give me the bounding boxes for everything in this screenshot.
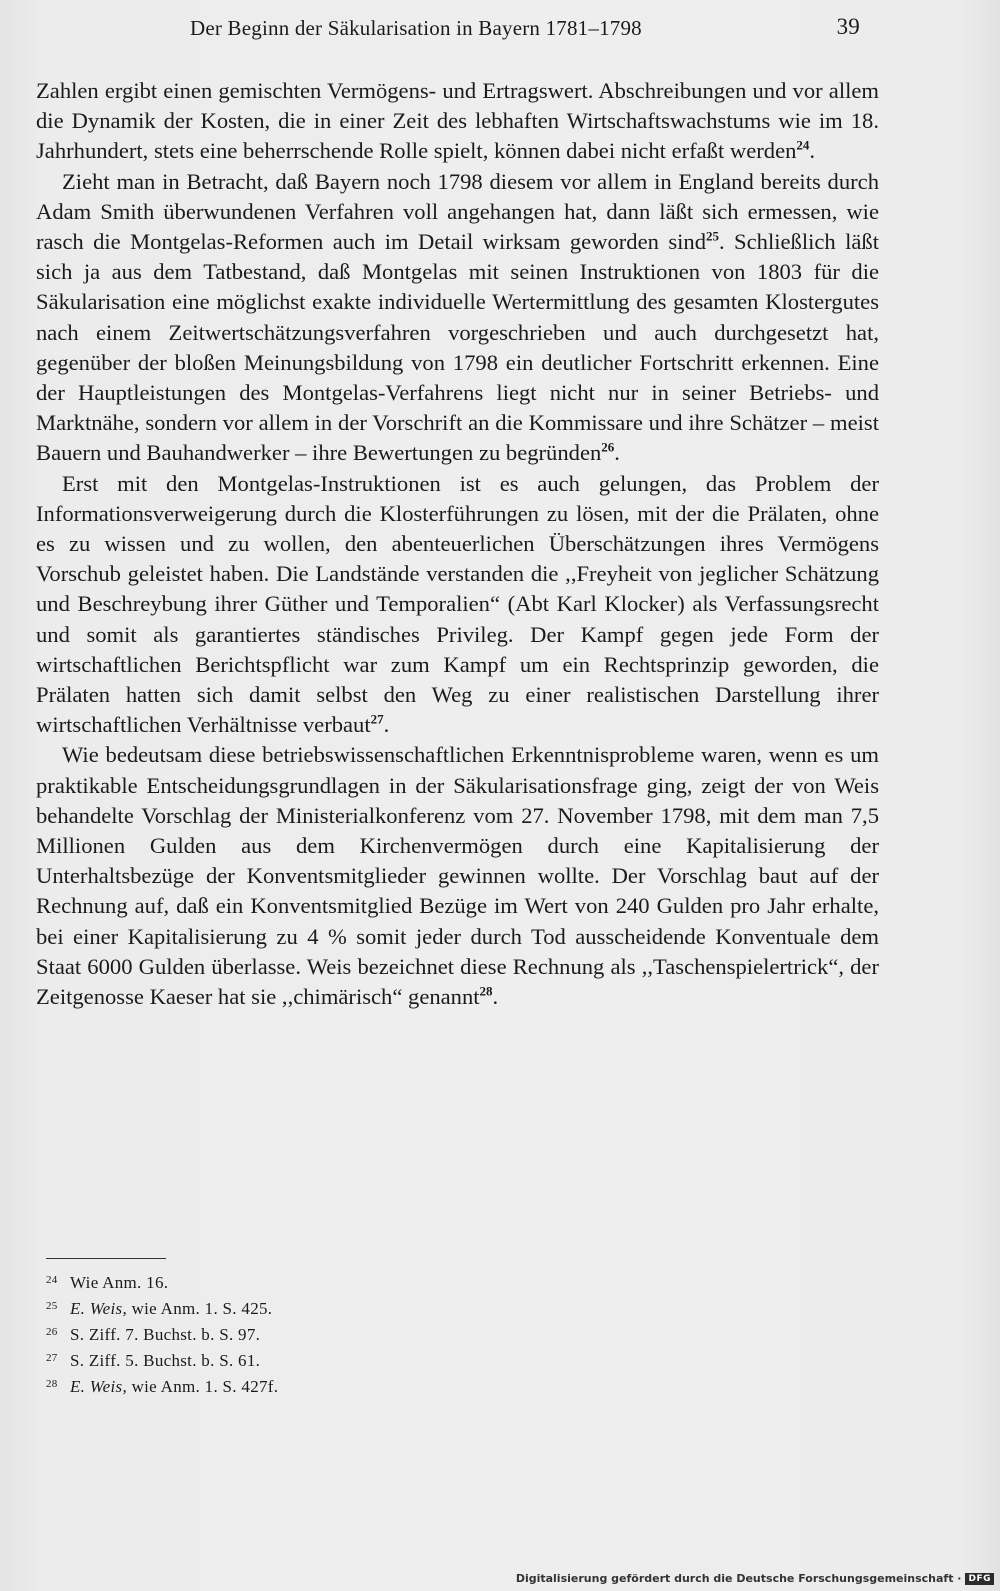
footnote-number: 26 [46,1326,58,1338]
footnote-marker: 27 [370,711,384,727]
paragraph-text: Wie bedeutsam diese betriebswissenschaftlichen Erkenntnisprobleme waren, wenn es um praktikable Entscheidungsgrundlagen in der Säkularisationsfrage ging, zeigt der von Weis behandelte Vorschlag der Ministerialkonferenz vom 27. November 1798, mit dem man 7,5 Millionen Gulden aus dem Kirchenvermögen durch eine Kapitalisierung der Unterhaltsbezüge der Konventsmitglieder gewinnen wollte. Der Vorschlag baut auf der Rechnung auf, daß ein Konventsmitglied Bezüge im Wert von 240 Gulden pro Jahr erhalte, bei einer Kapitalisierung zu 4 % somit jeder durch Tod ausscheidende Konventuale dem Staat 6000 Gulden überlasse. Weis bezeichnet diese Rechnung als ,,Taschenspielertrick“, der Zeitgenosse Kaeser hat sie ,,chimärisch“ genannt [36,742,879,1010]
footnotes [46,1270,746,1400]
paragraph [36,469,879,741]
paragraph-text: Erst mit den Montgelas-Instruktionen ist es auch gelungen, das Problem der Informationsverweigerung durch die Klosterführungen zu lösen, mit der die Prälaten, ohne es zu wissen und zu wollen, den abenteuerlichen Überschätzungen ihres Vermögens Vorschub geleistet haben. Die Landstände verstanden die ,,Freyheit von jeglicher Schätzung und Beschreybung ihrer Güther und Temporalien“ (Abt Karl Klocker) als Verfassungsrecht und somit als garantiertes ständisches Privileg. Der Kampf gegen jede Form der wirtschaftlichen Berichtspflicht war zum Kampf um ein Rechtsprinzip geworden, die Prälaten hatten sich damit selbst den Weg zu einer realistischen Darstellung ihrer wirtschaftlichen Verhältnisse verbaut [36,470,879,738]
footnote [46,1270,746,1296]
footnote-author: E. Weis, [70,1299,128,1318]
paragraph [36,76,879,167]
paragraph-text: Zieht man in Betracht, daß Bayern noch 1798 diesem vor allem in England bereits durch Adam Smith überwundenen Verfahren voll angehangen hat, dann läßt sich ermessen, wie rasch die Montgelas-Reformen auch im Detail wirksam geworden sind [36,168,879,255]
footnote-text [70,1322,260,1348]
footnote-text [70,1296,272,1322]
footnote-reference: S. Ziff. 7. Buchst. b. S. 97. [70,1325,261,1344]
footnote-number: 27 [46,1352,58,1364]
paragraph-text-end: . [809,138,816,164]
footnote-reference: wie Anm. 1. S. 425. [127,1299,273,1318]
running-title: Der Beginn der Säkularisation in Bayern 1781–1798 [190,16,642,40]
footnote-marker: 28 [479,983,493,999]
paragraph-text: Zahlen ergibt einen gemischten Vermögens- und Ertragswert. Abschreibungen und vor allem die Dynamik der Kosten, die in einer Zeit des lebhaften Wirtschaftswachstums wie im 18. Jahrhundert, stets eine beherrschende Rolle spielt, können dabei nicht erfaßt werden [36,78,879,164]
footnote [46,1348,746,1374]
body-text [36,76,879,1012]
footnote-marker: 25 [706,228,719,244]
footnote-text [70,1374,278,1400]
footnote-reference: Wie Anm. 16. [70,1273,169,1292]
digitization-credit [516,1572,994,1585]
footnote-reference: S. Ziff. 5. Buchst. b. S. 61. [70,1351,261,1370]
footnote-author: E. Weis, [70,1377,128,1396]
footnote-number: 28 [46,1378,58,1390]
footnote [46,1296,746,1322]
footnote-number: 24 [46,1274,58,1286]
paragraph-text-end: . [614,440,620,466]
footnote [46,1322,746,1348]
footnote-number: 25 [46,1300,58,1312]
dfg-logo-icon: DFG [965,1573,994,1585]
credit-text: Digitalisierung gefördert durch die Deutsche Forschungsgemeinschaft · [515,1572,962,1585]
paragraph [36,167,879,469]
paragraph [36,740,879,1012]
footnote-text [70,1348,260,1374]
footnote-marker: 24 [796,137,810,153]
footnote-reference: wie Anm. 1. S. 427f. [127,1377,279,1396]
page-number: 39 [836,14,860,39]
paragraph-text-continued: . Schließlich läßt sich ja aus dem Tatbestand, daß Montgelas mit seinen Instruktionen von 1803 für die Säkularisation eine möglichst exakte individuelle Wertermittlung des gesamten Klostergutes nach einem Zeitwertschätzungsverfahren vorgeschrieben und auch durchgesetzt hat, gegenüber der bloßen Meinungsbildung von 1798 ein deutlicher Fortschritt erkennen. Eine der Hauptleistungen des Montgelas-Verfahrens liegt nicht nur in seiner Betriebs- und Marktnähe, sondern vor allem in der Vorschrift an die Kommissare und ihre Schätzer – meist Bauern und Bauhandwerker – ihre Bewertungen zu begründen [36,229,879,466]
paragraph-text-end: . [383,712,390,738]
footnote [46,1374,746,1400]
footnote-marker: 26 [601,439,615,455]
footnote-text [70,1270,168,1296]
footnote-divider [46,1258,166,1259]
paragraph-text-end: . [492,984,499,1010]
